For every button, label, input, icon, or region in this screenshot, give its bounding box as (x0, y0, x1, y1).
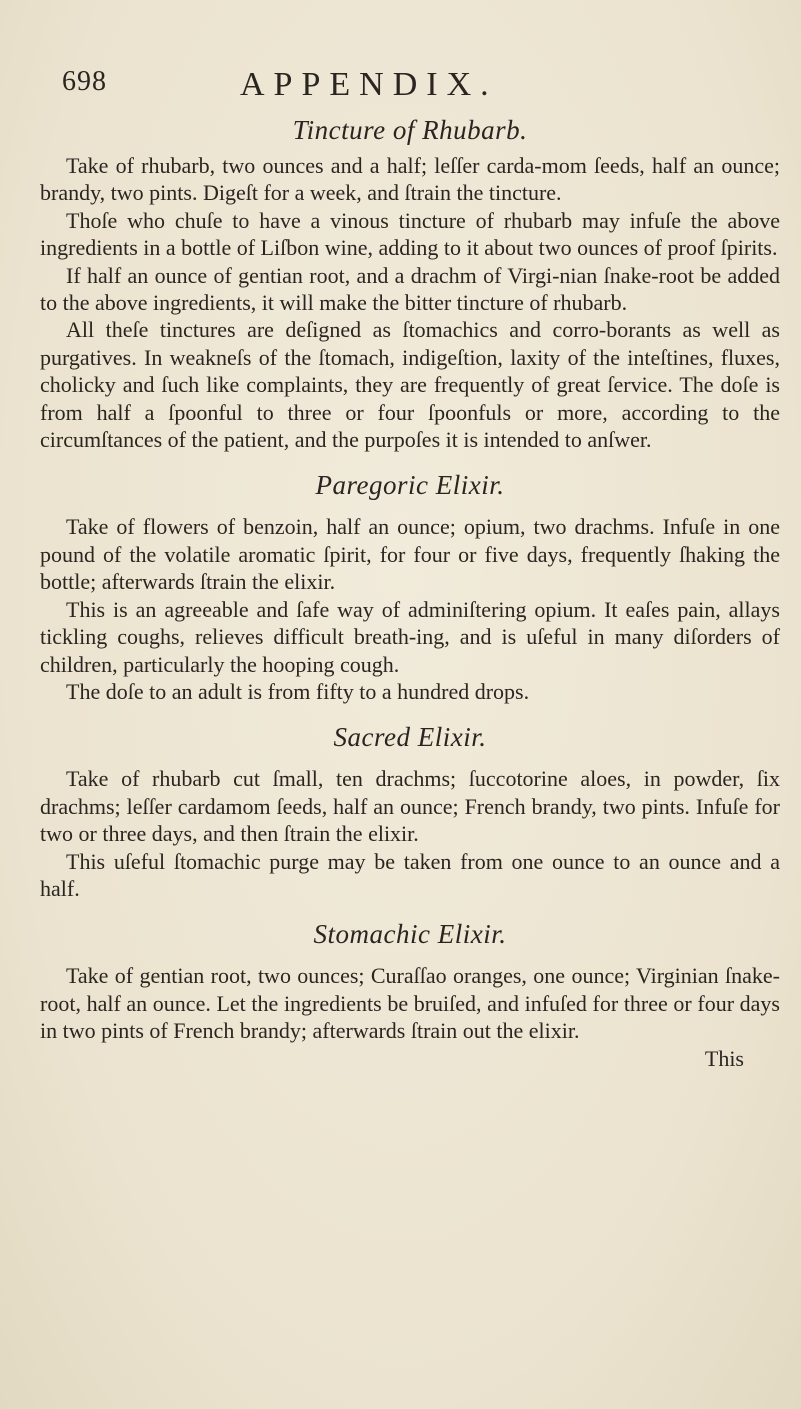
page-header (62, 66, 761, 106)
paragraph: Take of gentian root, two ounces; Curaſſao oranges, one ounce; Virginian ſnake-root, half an ounce. Let the ingredients be bruiſed, and infuſed for three or four days in two pints of French brandy; afterwards ſtrain out the elixir. (40, 963, 780, 1044)
section-title-sacred-elixir: Sacred Elixir. (333, 722, 487, 753)
catchword: This (704, 1045, 744, 1071)
running-head: APPENDIX. (240, 66, 498, 103)
paragraph: Thoſe who chuſe to have a vinous tincture of rhubarb may infuſe the above ingredients in a bottle of Liſbon wine, adding to it about two ounces of proof ſpirits. (40, 207, 780, 261)
paragraph: Take of rhubarb cut ſmall, ten drachms; ſuccotorine aloes, in powder, ſix drachms; leſſer cardamom ſeeds, half an ounce; French brandy, two pints. Infuſe for two or three days, and then ſtrain the elixir. (40, 766, 780, 847)
page-body (40, 112, 780, 1072)
paragraph: This uſeful ſtomachic purge may be taken from one ounce to an ounce and a half. (40, 848, 780, 901)
paragraph: This is an agreeable and ſafe way of adminiſtering opium. It eaſes pain, allays tickling coughs, relieves difficult breath-ing, and is uſeful in many diſorders of children, particularly the hooping cough. (40, 596, 780, 677)
paragraph: The doſe to an adult is from fifty to a hundred drops. (66, 678, 530, 704)
page-number: 698 (62, 66, 107, 97)
section-title-stomachic-elixir: Stomachic Elixir. (313, 919, 507, 950)
section-title-paregoric-elixir: Paregoric Elixir. (315, 470, 505, 501)
section-title-tincture-of-rhubarb: Tincture of Rhubarb. (292, 115, 528, 145)
paragraph: If half an ounce of gentian root, and a drachm of Virgi-nian ſnake-root be added to the above ingredients, it will make the bitter tincture of rhubarb. (40, 262, 780, 316)
paragraph: Take of rhubarb, two ounces and a half; leſſer carda-mom ſeeds, half an ounce; brandy, two pints. Digeſt for a week, and ſtrain the tincture. (40, 153, 780, 206)
paragraph: Take of flowers of benzoin, half an ounce; opium, two drachms. Infuſe in one pound of the volatile aromatic ſpirit, for four or five days, frequently ſhaking the bottle; afterwards ſtrain the elixir. (40, 514, 780, 595)
paragraph: All theſe tinctures are deſigned as ſtomachics and corro-borants as well as purgatives. In weakneſs of the ſtomach, indigeſtion, laxity of the inteſtines, fluxes, cholicky and ſuch like complaints, they are frequently of great ſervice. The doſe is from half a ſpoonful to three or four ſpoonfuls or more, according to the circumſtances of the patient, and the purpoſes it is intended to anſwer. (40, 317, 780, 453)
